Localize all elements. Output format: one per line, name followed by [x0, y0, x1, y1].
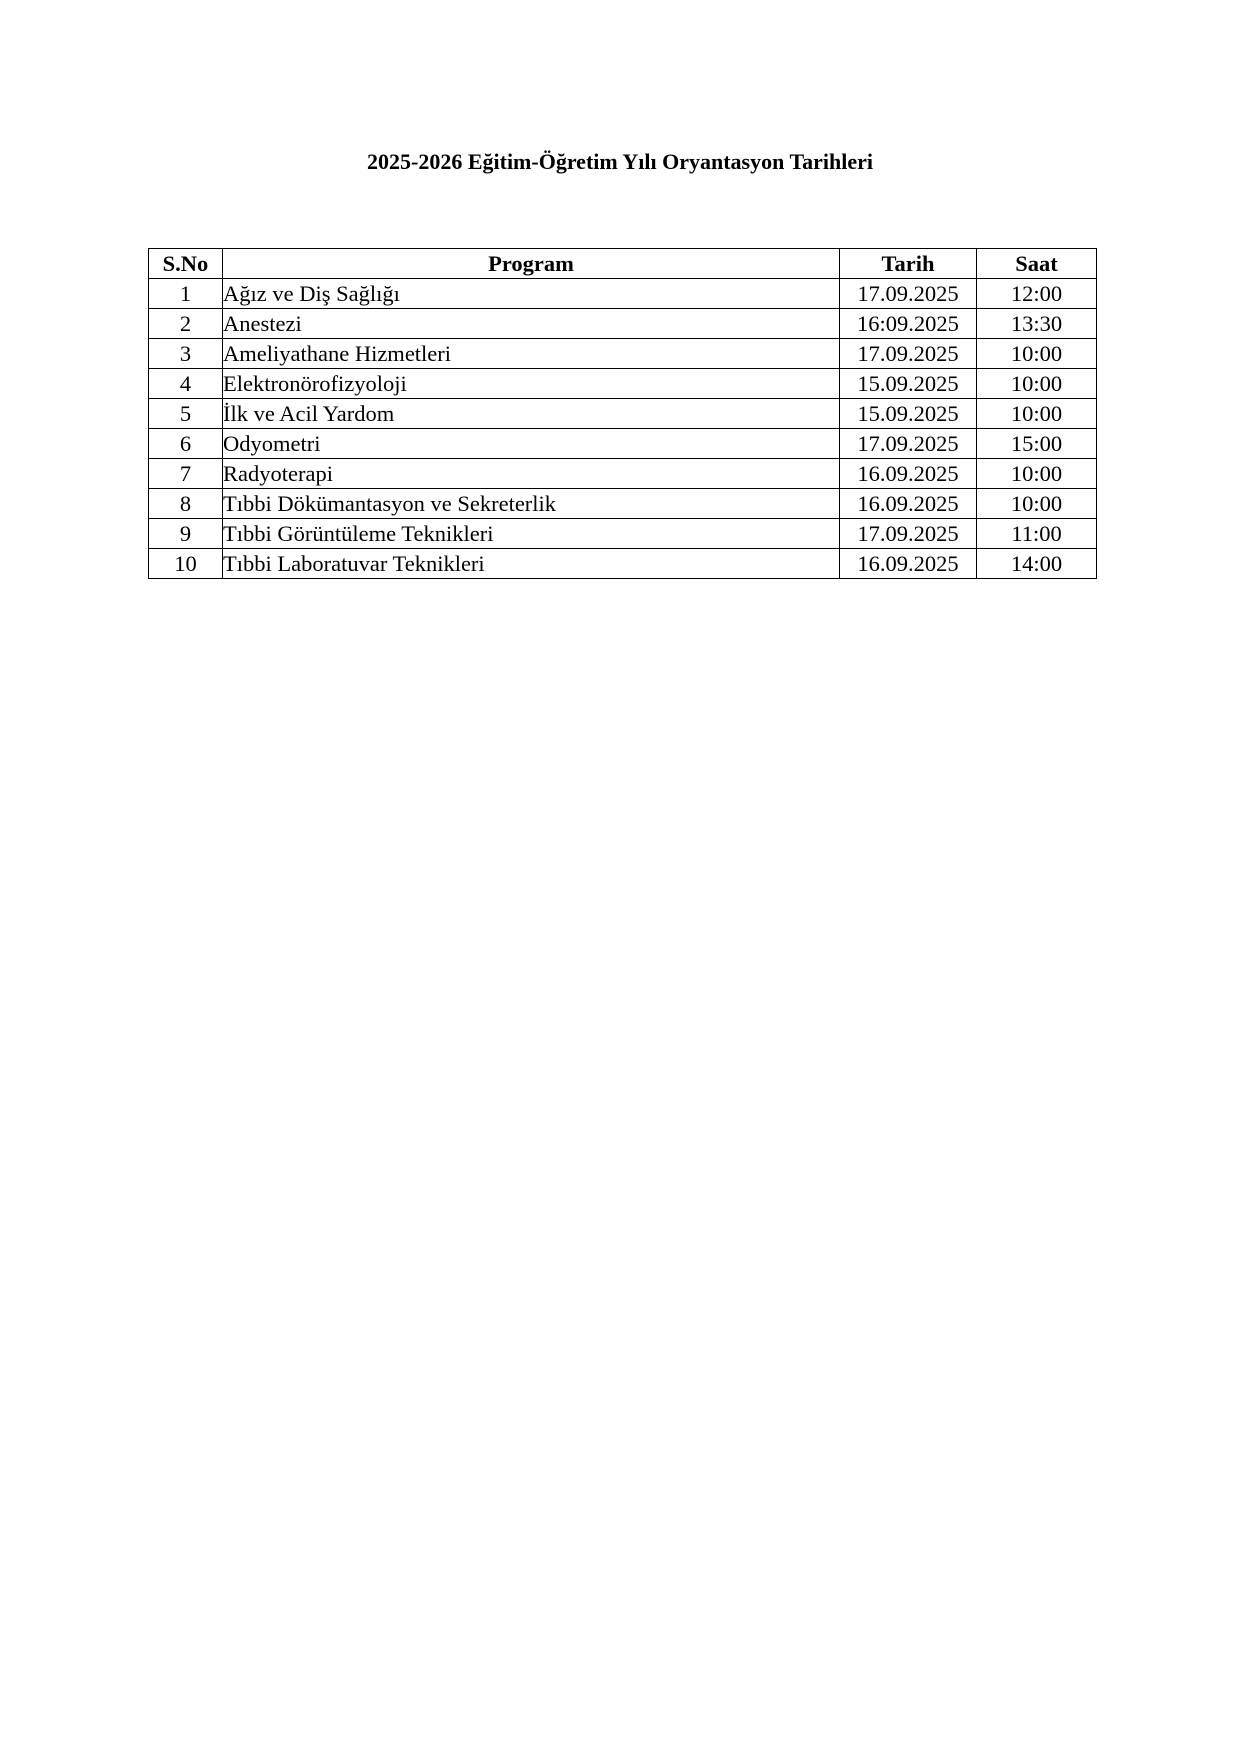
cell-program: Radyoterapi: [223, 459, 840, 489]
cell-sno: 9: [149, 519, 223, 549]
cell-time: 12:00: [977, 279, 1097, 309]
cell-sno: 6: [149, 429, 223, 459]
cell-time: 10:00: [977, 459, 1097, 489]
orientation-schedule-table: [148, 248, 1097, 579]
cell-program: İlk ve Acil Yardom: [223, 399, 840, 429]
table-row: [149, 489, 1097, 519]
table-row: [149, 369, 1097, 399]
cell-sno: 2: [149, 309, 223, 339]
cell-date: 17.09.2025: [840, 279, 977, 309]
cell-program: Tıbbi Dökümantasyon ve Sekreterlik: [223, 489, 840, 519]
cell-time: 10:00: [977, 399, 1097, 429]
page-title: 2025-2026 Eğitim-Öğretim Yılı Oryantasyon Tarihleri: [367, 149, 873, 174]
cell-date: 17.09.2025: [840, 339, 977, 369]
cell-program: Tıbbi Laboratuvar Teknikleri: [223, 549, 840, 579]
cell-date: 16.09.2025: [840, 549, 977, 579]
table-row: [149, 339, 1097, 369]
cell-time: 15:00: [977, 429, 1097, 459]
cell-sno: 1: [149, 279, 223, 309]
cell-program: Elektronörofizyoloji: [223, 369, 840, 399]
cell-date: 16.09.2025: [840, 489, 977, 519]
cell-sno: 3: [149, 339, 223, 369]
table-row: [149, 459, 1097, 489]
cell-date: 16.09.2025: [840, 459, 977, 489]
table-row: [149, 309, 1097, 339]
header-sno: S.No: [149, 249, 223, 279]
cell-sno: 4: [149, 369, 223, 399]
header-date: Tarih: [840, 249, 977, 279]
table-header-row: [149, 249, 1097, 279]
cell-sno: 7: [149, 459, 223, 489]
cell-program: Odyometri: [223, 429, 840, 459]
table-row: [149, 279, 1097, 309]
cell-date: 17.09.2025: [840, 519, 977, 549]
cell-program: Anestezi: [223, 309, 840, 339]
cell-time: 10:00: [977, 339, 1097, 369]
cell-sno: 8: [149, 489, 223, 519]
header-program: Program: [223, 249, 840, 279]
cell-date: 17.09.2025: [840, 429, 977, 459]
cell-program: Ağız ve Diş Sağlığı: [223, 279, 840, 309]
cell-sno: 10: [149, 549, 223, 579]
cell-date: 15.09.2025: [840, 369, 977, 399]
header-time: Saat: [977, 249, 1097, 279]
cell-time: 14:00: [977, 549, 1097, 579]
cell-sno: 5: [149, 399, 223, 429]
cell-time: 10:00: [977, 489, 1097, 519]
cell-program: Tıbbi Görüntüleme Teknikleri: [223, 519, 840, 549]
cell-time: 11:00: [977, 519, 1097, 549]
table-row: [149, 399, 1097, 429]
table-row: [149, 519, 1097, 549]
table-row: [149, 429, 1097, 459]
table-row: [149, 549, 1097, 579]
cell-date: 16:09.2025: [840, 309, 977, 339]
cell-time: 13:30: [977, 309, 1097, 339]
cell-program: Ameliyathane Hizmetleri: [223, 339, 840, 369]
cell-time: 10:00: [977, 369, 1097, 399]
cell-date: 15.09.2025: [840, 399, 977, 429]
